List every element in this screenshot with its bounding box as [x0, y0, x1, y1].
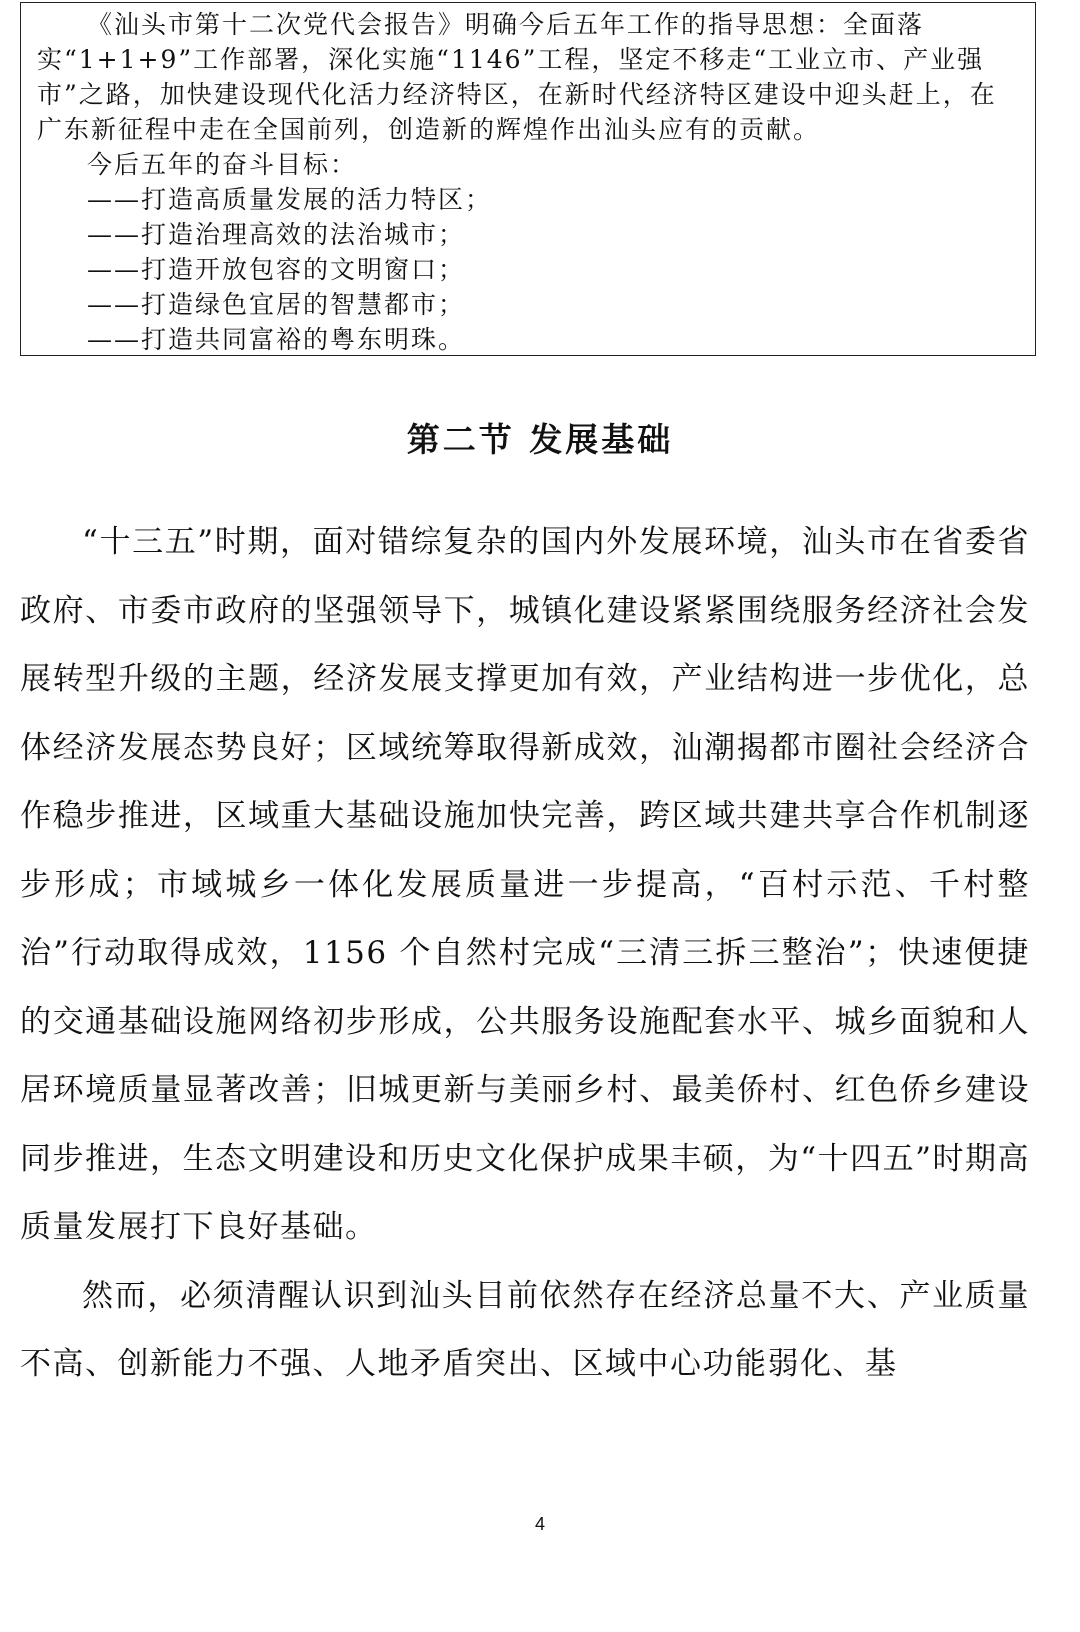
goal-item: ——打造绿色宜居的智慧都市；: [87, 290, 466, 319]
goal-item: ——打造治理高效的法治城市；: [87, 220, 466, 249]
goals-intro: 今后五年的奋斗目标：: [87, 150, 358, 179]
paragraph: “十三五”时期，面对错综复杂的国内外发展环境，汕头市在省委省政府、市委市政府的坚强领导下，城镇化建设紧紧围绕服务经济社会发展转型升级的主题，经济发展支撑更加有效，产业结构进一步优化，总体经济发展态势良好；区域统筹取得新成效，汕潮揭都市圈社会经济合作稳步推进，区域重大基础设施加快完善，跨区域共建共享合作机制逐步形成；市域城乡一体化发展质量进一步提高，“百村示范、千村整治”行动取得成效，1156 个自然村完成“三清三拆三整治”；快速便捷的交通基础设施网络初步形成，公共服务设施配套水平、城乡面貌和人居环境质量显著改善；旧城更新与美丽乡村、最美侨村、红色侨乡建设同步推进，生态文明建设和历史文化保护成果丰硕，为“十四五”时期高质量发展打下良好基础。: [20, 524, 1030, 1245]
goal-item: ——打造高质量发展的活力特区；: [87, 185, 493, 214]
goal-item: ——打造开放包容的文明窗口；: [87, 255, 466, 284]
page-number: 4: [534, 1514, 545, 1534]
guiding-ideology-text: 《汕头市第十二次党代会报告》明确今后五年工作的指导思想：全面落实“1+1+9”工作部署，深化实施“1146”工程，坚定不移走“工业立市、产业强市”之路，加快建设现代化活力经济特区，在新时代经济特区建设中迎头赶上，在广东新征程中走在全国前列，创造新的辉煌作出汕头应有的贡献。: [37, 10, 997, 144]
boxed-excerpt: [20, 2, 1036, 356]
section-title: 第二节 发展基础: [406, 420, 674, 459]
paragraph: 然而，必须清醒认识到汕头目前依然存在经济总量不大、产业质量不高、创新能力不强、人地矛盾突出、区域中心功能弱化、基: [20, 1277, 1030, 1382]
body-text: [20, 508, 1030, 1399]
goal-item: ——打造共同富裕的粤东明珠。: [87, 325, 466, 354]
